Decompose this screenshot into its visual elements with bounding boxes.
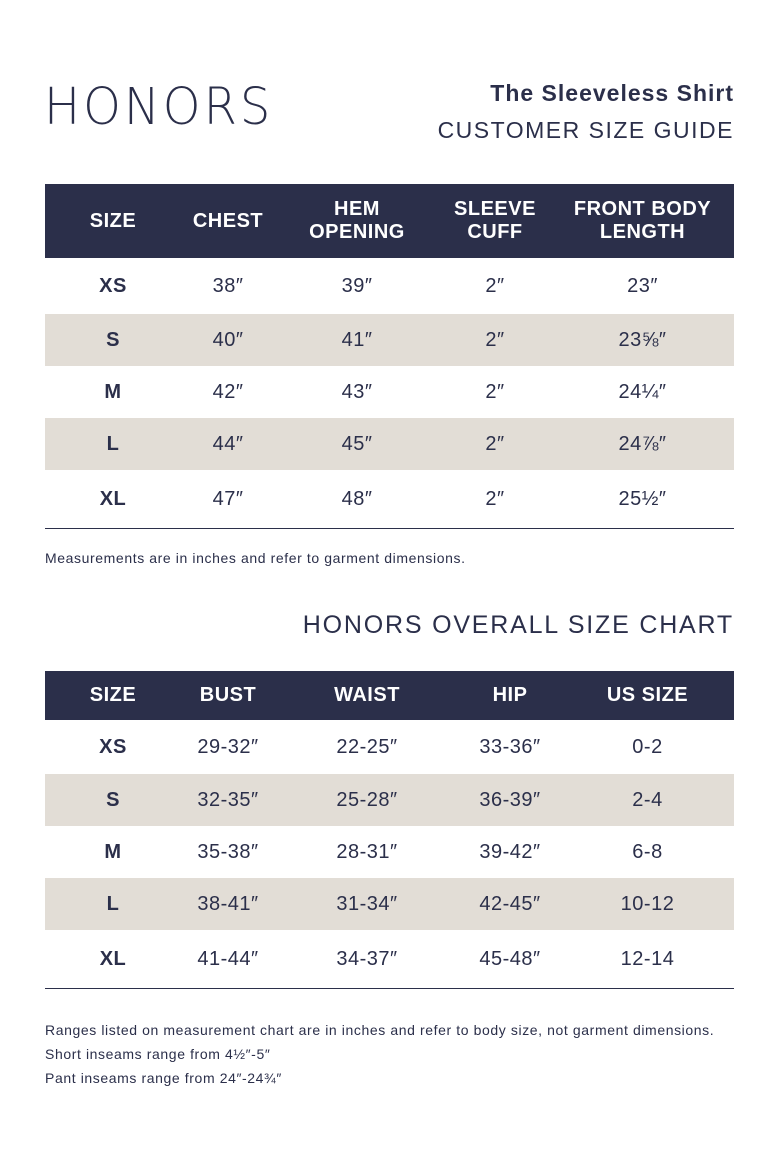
front-body-length-cell: 25½″ — [551, 470, 734, 529]
waist-cell: 25-28″ — [275, 774, 459, 826]
bust-cell: 32-35″ — [181, 774, 275, 826]
table-row — [45, 826, 734, 878]
table-row — [45, 366, 734, 418]
table-row — [45, 774, 734, 826]
chest-cell: 40″ — [181, 314, 275, 366]
column-header-bust: BUST — [181, 671, 275, 720]
us-size-cell: 12-14 — [561, 930, 734, 989]
waist-cell: 22-25″ — [336, 735, 398, 758]
size-cell: L — [45, 878, 181, 930]
column-header-size: SIZE — [45, 184, 181, 258]
size-cell: S — [45, 314, 181, 366]
front-body-length-cell: 24¼″ — [618, 380, 667, 403]
us-size-cell: 10-12 — [561, 878, 734, 930]
hem-opening-cell: 41″ — [275, 314, 439, 366]
table-row — [45, 258, 734, 314]
us-size-cell: 6-8 — [632, 840, 663, 863]
waist-cell: 28-31″ — [336, 840, 398, 863]
table-row — [45, 470, 734, 529]
size-cell: XS — [99, 274, 127, 297]
us-size-cell: 0-2 — [632, 735, 663, 758]
size-cell: S — [45, 774, 181, 826]
table-row — [45, 314, 734, 366]
hem-opening-cell: 43″ — [341, 380, 373, 403]
table-row — [45, 930, 734, 989]
column-header-sleeve-cuff: SLEEVE CUFF — [439, 184, 551, 258]
garment-measurement-note: Measurements are in inches and refer to garment dimensions. — [45, 550, 466, 566]
bust-cell: 41-44″ — [181, 930, 275, 989]
chest-cell: 42″ — [212, 380, 244, 403]
overall-chart-heading: HONORS OVERALL SIZE CHART — [302, 611, 734, 639]
hip-cell: 33-36″ — [479, 735, 541, 758]
front-body-length-cell: 23″ — [627, 274, 658, 297]
garment-size-table — [45, 184, 734, 529]
hem-opening-cell: 48″ — [275, 470, 439, 529]
sleeve-cuff-cell: 2″ — [439, 314, 551, 366]
hip-cell: 45-48″ — [459, 930, 561, 989]
hip-cell: 42-45″ — [459, 878, 561, 930]
size-cell: M — [104, 840, 122, 863]
table-header-row — [45, 184, 734, 258]
overall-size-table — [45, 671, 734, 989]
front-body-length-cell: 23⅝″ — [551, 314, 734, 366]
product-title: The Sleeveless Shirt — [490, 80, 734, 106]
size-guide-subtitle: CUSTOMER SIZE GUIDE — [437, 117, 734, 143]
column-header-hip: HIP — [459, 671, 561, 720]
column-header-front-body-length: FRONT BODY LENGTH — [551, 184, 734, 258]
chest-cell: 44″ — [181, 418, 275, 470]
column-header-hem-opening: HEM OPENING — [275, 184, 439, 258]
size-cell: L — [45, 418, 181, 470]
sleeve-cuff-cell: 2″ — [439, 418, 551, 470]
short-inseam-note: Short inseams range from 4½″-5″ — [45, 1046, 271, 1062]
sleeve-cuff-cell: 2″ — [485, 380, 505, 403]
column-header-us-size: US SIZE — [561, 671, 734, 720]
bust-cell: 38-41″ — [181, 878, 275, 930]
sleeve-cuff-cell: 2″ — [439, 470, 551, 529]
bust-cell: 35-38″ — [197, 840, 259, 863]
table-row — [45, 720, 734, 774]
table-header-row — [45, 671, 734, 720]
column-header-size: SIZE — [45, 671, 181, 720]
table-row — [45, 878, 734, 930]
bust-cell: 29-32″ — [197, 735, 259, 758]
hip-cell: 36-39″ — [459, 774, 561, 826]
hip-cell: 39-42″ — [479, 840, 541, 863]
pant-inseam-note: Pant inseams range from 24″-24¾″ — [45, 1070, 282, 1086]
us-size-cell: 2-4 — [561, 774, 734, 826]
waist-cell: 31-34″ — [275, 878, 459, 930]
size-cell: M — [104, 380, 122, 403]
size-cell: XS — [99, 735, 127, 758]
body-size-note: Ranges listed on measurement chart are in inches and refer to body size, not garment dimensions. — [45, 1022, 715, 1038]
brand-logo: HONORS — [44, 78, 274, 137]
chest-cell: 47″ — [181, 470, 275, 529]
size-cell: XL — [45, 470, 181, 529]
waist-cell: 34-37″ — [275, 930, 459, 989]
sleeve-cuff-cell: 2″ — [485, 274, 505, 297]
table-row — [45, 418, 734, 470]
column-header-chest: CHEST — [181, 184, 275, 258]
front-body-length-cell: 24⅞″ — [551, 418, 734, 470]
hem-opening-cell: 39″ — [341, 274, 373, 297]
hem-opening-cell: 45″ — [275, 418, 439, 470]
chest-cell: 38″ — [212, 274, 244, 297]
column-header-waist: WAIST — [275, 671, 459, 720]
size-cell: XL — [45, 930, 181, 989]
